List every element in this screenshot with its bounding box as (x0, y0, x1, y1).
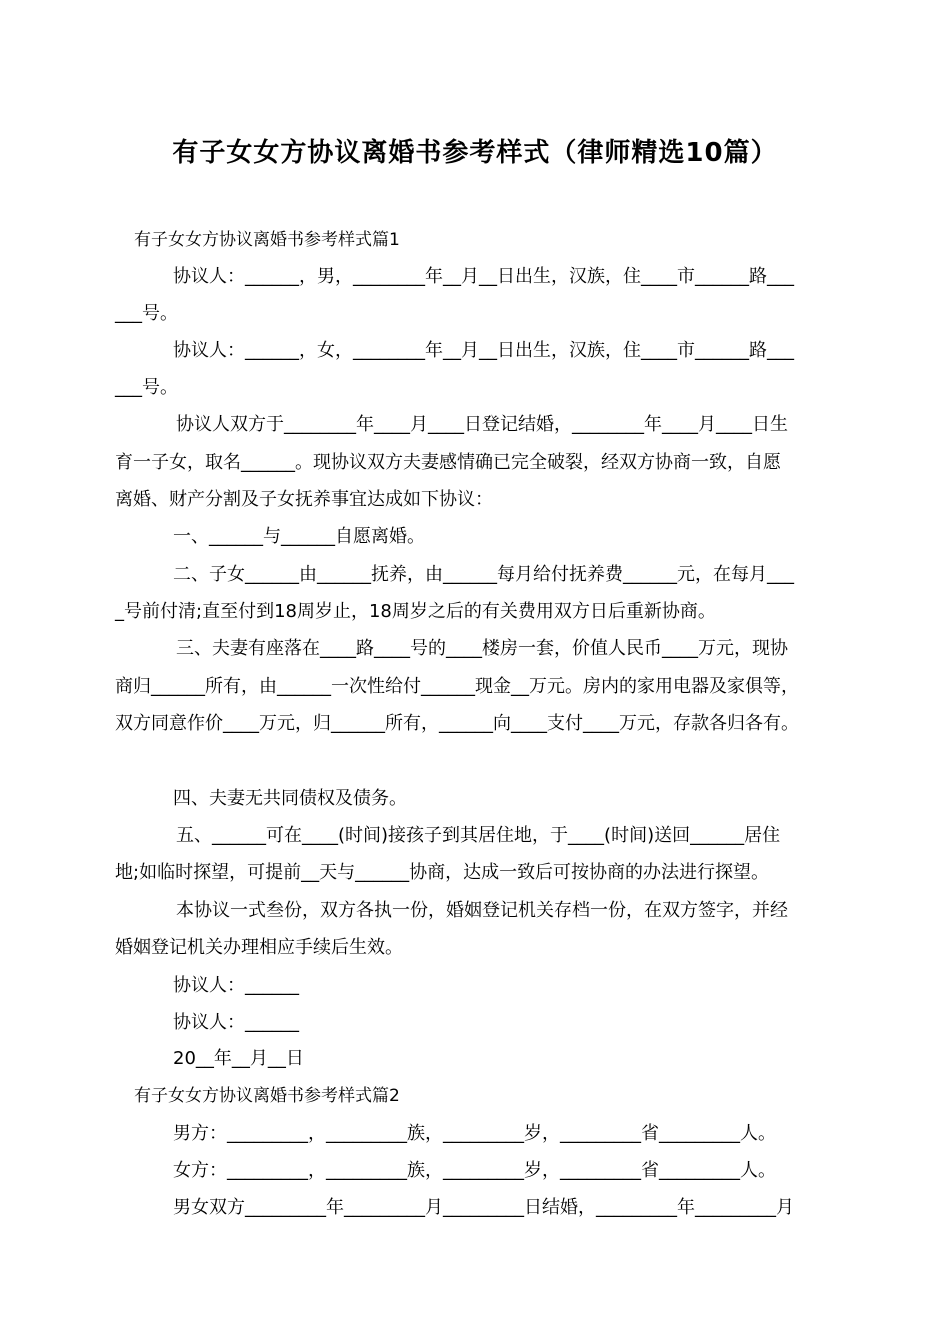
marriage-line: 男女双方_________年_________月_________日结婚，_________年_________月 (173, 1197, 794, 1218)
document-title: 有子女女方协议离婚书参考样式（律师精选10篇） (172, 138, 778, 168)
female-party-line: 女方：_________，_________族，_________岁，_________省_________人。 (173, 1160, 776, 1181)
party-2-line-b: ___号。 (115, 377, 178, 398)
clause-4: 四、夫妻无共同债权及债务。 (173, 788, 407, 809)
section-heading-1: 有子女女方协议离婚书参考样式篇1 (134, 230, 400, 250)
party-1-line-b: ___号。 (115, 303, 178, 324)
clause-5-line-b: 地;如临时探望，可提前__天与______协商，达成一致后可按协商的办法进行探望。 (115, 862, 770, 883)
clause-3-line-a: 三、夫妻有座落在____路____号的____楼房一套，价值人民币____万元，现协 (176, 638, 788, 659)
clause-3-line-b: 商归______所有，由______一次性给付______现金__万元。房内的家用电器及家俱等， (115, 676, 799, 697)
party-1-line-a: 协议人：______，男，________年__月__日出生，汉族，住____市______路___ (173, 266, 794, 287)
closing-line-b: 婚姻登记机关办理相应手续后生效。 (115, 937, 403, 958)
closing-line-a: 本协议一式叁份，双方各执一份，婚姻登记机关存档一份，在双方签字，并经 (176, 900, 788, 921)
intro-line-a: 协议人双方于________年____月____日登记结婚，________年____月____日生 (176, 414, 788, 435)
male-party-line: 男方：_________，_________族，_________岁，_________省_________人。 (173, 1123, 776, 1144)
signature-line-2: 协议人：______ (173, 1012, 299, 1033)
party-2-line-a: 协议人：______，女，________年__月__日出生，汉族，住____市______路___ (173, 340, 794, 361)
intro-line-c: 离婚、财产分割及子女抚养事宜达成如下协议： (115, 489, 493, 510)
clause-2-line-a: 二、子女______由______抚养，由______每月给付抚养费______元，在每月___ (173, 564, 794, 585)
clause-5-line-a: 五、______可在____(时间)接孩子到其居住地，于____(时间)送回______居住 (176, 825, 781, 846)
clause-1: 一、______与______自愿离婚。 (173, 526, 425, 547)
date-line: 20__年__月__日 (173, 1048, 304, 1069)
intro-line-b: 育一子女，取名______。现协议双方夫妻感情确已完全破裂，经双方协商一致，自愿 (115, 452, 781, 473)
clause-2-line-b: _号前付清;直至付到18周岁止，18周岁之后的有关费用双方日后重新协商。 (115, 601, 716, 622)
clause-3-line-c: 双方同意作价____万元，归______所有，______向____支付____万元，存款各归各有。 (115, 713, 799, 734)
section-heading-2: 有子女女方协议离婚书参考样式篇2 (134, 1086, 400, 1106)
signature-line-1: 协议人：______ (173, 975, 299, 996)
